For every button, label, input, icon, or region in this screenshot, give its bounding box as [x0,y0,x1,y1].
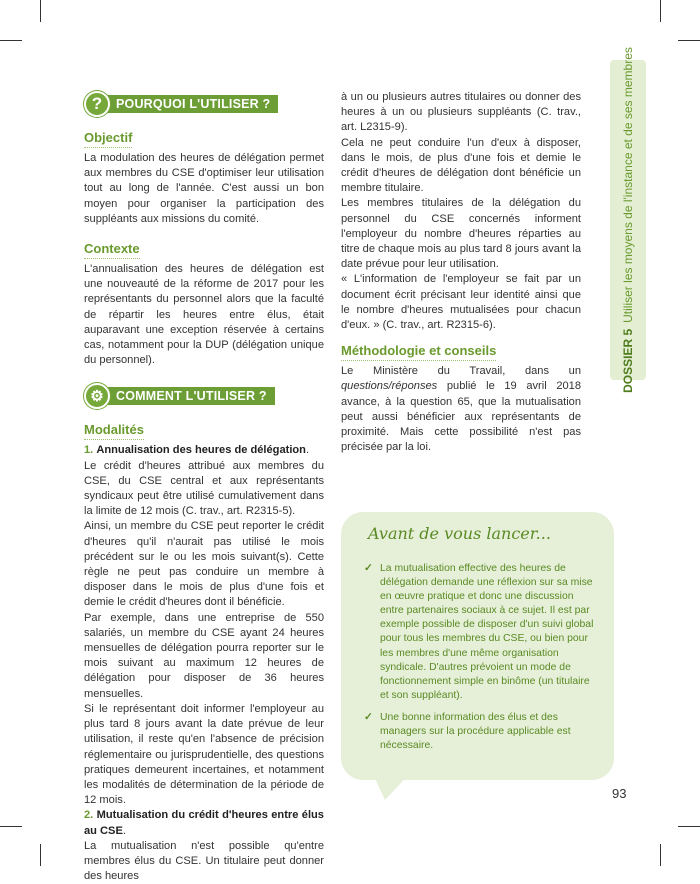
crop-mark [0,826,22,827]
modalites-p5: La mutualisation n'est possible qu'entre membres élus du CSE. Un titulaire peut donner des heures [84,839,324,883]
callout-item [364,562,598,703]
item1-number: 1. [84,444,94,457]
section-title-why: POURQUOI L'UTILISER ? [102,95,278,113]
callout-tail [371,770,413,800]
methodo-italic: questions/réponses [341,380,438,393]
modalites-p3: Par exemple, dans une entreprise de 550 salariés, un membre du CSE ayant 24 heures mensuelles de délégation pourra reporter sur le mois suivant au maximum 12 heures de délégation pour disposer de 36 heures mensuelles. [84,611,324,700]
methodo-text [341,364,581,455]
item1-title: Annualisation des heures de délégation [96,444,306,457]
chapter-side-tab-text [621,47,635,393]
crop-mark [678,40,700,41]
methodo-paragraph [341,364,581,455]
item2-number: 2. [84,809,94,822]
modalites-p4: Si le représentant doit informer l'employeur au plus tard 8 jours avant la date prévue de leur utilisation, il reste qu'en l'absence de précision réglementaire ou jurisprudentielle, des questions pratiques demeurent incertaines, et notamment les modalités de détermination de la période de 12 mois. [84,702,324,807]
modalites-item1 [84,443,324,458]
objectif-paragraph: La modulation des heures de délégation permet aux membres du CSE d'optimiser leur utilisation tout au long de l'année. C'est aussi un bon moyen pour organiser la participation des suppléants aux missions du comité. [84,152,324,225]
callout-item-text: Une bonne information des élus et des managers sur la procédure applicable est nécessaire. [380,711,571,752]
objectif-text [84,151,324,227]
objectif-heading: Objectif [84,130,132,148]
right-p4: « L'information de l'employeur se fait par un document écrit précisant leur identité ainsi que le nombre d'heures mutualisées pour chacun d'eux. » (C. trav., art. R2315-6). [341,273,581,332]
page-number: 93 [612,786,627,801]
right-p2: Cela ne peut conduire l'un d'eux à disposer, dans le mois, de plus d'une fois et demie le crédit d'heures de délégation dont bénéficie un membre titulaire. [341,136,581,195]
right-column [341,90,581,455]
crop-mark [660,844,661,866]
callout-list [364,562,598,761]
modalites-heading: Modalités [84,422,144,440]
check-icon: ✓ [364,711,373,723]
contexte-text [84,262,324,368]
gear-icon: ⚙ [84,383,110,409]
dossier-label: DOSSIER 5 [621,328,635,393]
left-column [84,90,324,884]
contexte-paragraph: L'annualisation des heures de délégation est une nouveauté de la réforme de 2017 pour les représentants du personnel alors que la faculté de répartir les heures entre élus, était auparavant une exception réservée à certains cas, notamment pour la DUP (délégation unique du personnel). [84,263,324,367]
crop-mark [660,0,661,22]
modalites-item2 [84,808,324,838]
crop-mark [40,844,41,866]
section-header-how [84,382,324,410]
right-text [341,90,581,333]
right-p3: Les membres titulaires de la délégation du personnel du CSE concernés informent l'employeur du nombre d'heures réparties au titre de chaque mois au plus tard 8 jours avant la date prévue pour leur utilisation. [341,197,581,271]
modalites-p2: Ainsi, un membre du CSE peut reporter le crédit d'heures qu'il n'aurait pas utilisé le mois précédent sur le ou les mois suivant(s). Cette règle ne peut pas conduire un membre à disposer dans le mois de plus d'une fois et demie le crédit d'heures dont il bénéficie. [84,520,324,609]
dossier-title: Utiliser les moyens de l'instance et de ses membres [621,47,635,323]
modalites-text [84,443,324,884]
methodo-pre: Le Ministère du Travail, dans un [341,365,581,378]
section-header-why [84,90,324,118]
callout-title: Avant de vous lancer... [368,524,551,543]
crop-mark [40,0,41,22]
question-icon: ? [84,91,110,117]
item1-end: . [305,444,310,457]
check-icon: ✓ [364,563,373,574]
crop-mark [678,826,700,827]
section-title-how: COMMENT L'UTILISER ? [102,387,275,405]
right-p1: à un ou plusieurs autres titulaires ou donner des heures à un ou plusieurs suppléants (C. trav., art. L2315-9). [341,91,581,134]
item2-end: . [122,824,126,837]
callout-item [364,711,598,753]
contexte-heading: Contexte [84,241,140,259]
modalites-p1: Le crédit d'heures attribué aux membres du CSE, du CSE central et aux représentants syndicaux peut être utilisé cumulativement dans la limite de 12 mois (C. trav., art. R2315-5). [84,459,324,518]
item2-title: Mutualisation du crédit d'heures entre élus au CSE [84,809,324,837]
methodo-post: publié le 19 avril 2018 avance, à la question 65, que la mutualisation peut aussi bénéficier aux représentants de proximité. Mais cette possibilité n'est pas précisée par la loi. [341,380,581,454]
callout-item-text: La mutualisation effective des heures de délégation demande une réflexion sur sa mise en œuvre pratique et donc une discussion entre partenaires sociaux à ce sujet. Il est par exemple possible de disposer d'un suivi global pour tous les membres du CSE, ou bien pour les membres d'une même organisation syndicale. D'autres prévoient un mode de fonctionnement simple en binôme (un titulaire et son suppléant). [380,563,594,701]
crop-mark [0,40,22,41]
methodo-heading: Méthodologie et conseils [341,343,496,361]
chapter-side-tab [610,47,646,393]
